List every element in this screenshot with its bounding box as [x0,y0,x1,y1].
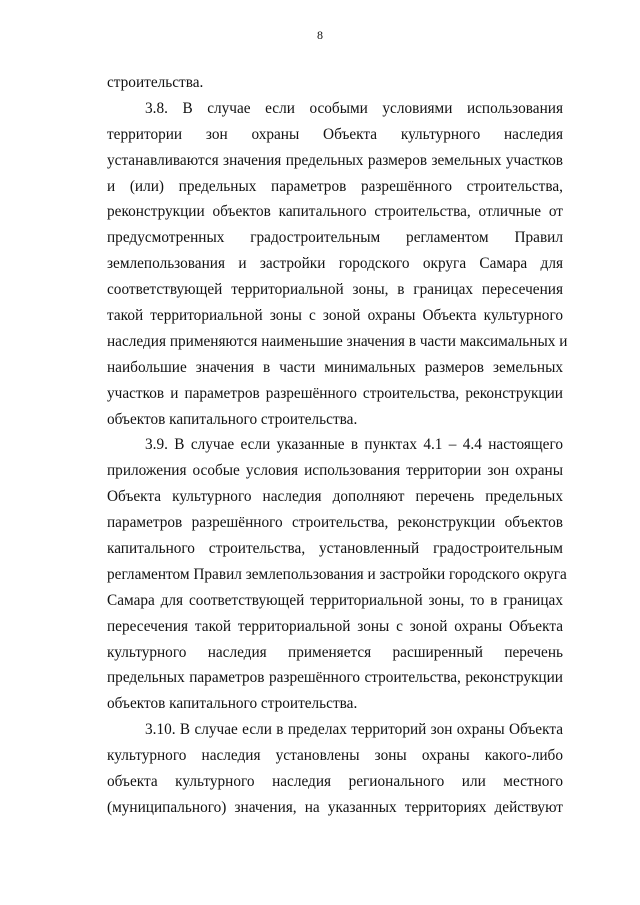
text-line: приложения особые условия использования территории зон охраны [107,462,563,480]
text-line: реконструкции объектов капитального строительства, отличные от [107,203,563,221]
page-number: 8 [317,28,323,42]
text-line: устанавливаются значения предельных размеров земельных участков [107,151,563,169]
text-line: 3.8. В случае если особыми условиями использования [145,99,563,117]
text-line: и (или) предельных параметров разрешённого строительства, [107,177,563,195]
text-line: объектов капитального строительства. [107,695,358,713]
text-line: объектов капитального строительства. [107,410,358,428]
text-line: пересечения такой территориальной зоны с зоной охраны Объекта [107,617,563,635]
text-line: наибольшие значения в части минимальных размеров земельных [107,358,563,376]
text-line: культурного наследия установлены зоны охраны какого-либо [107,747,563,765]
text-line: регламентом Правил землепользования и застройки городского округа [107,565,567,583]
text-line: капитального строительства, установленный градостроительным [107,540,563,558]
text-line: территории зон охраны Объекта культурного наследия [107,125,563,143]
text-line: культурного наследия применяется расширенный перечень [107,643,563,661]
text-line: 3.10. В случае если в пределах территорий зон охраны Объекта [145,721,563,739]
text-line: предусмотренных градостроительным регламентом Правил [107,229,563,247]
text-line: наследия применяются наименьшие значения в части максимальных и [107,332,568,350]
text-line: Самара для соответствующей территориальной зоны, то в границах [107,591,563,609]
text-line: землепользования и застройки городского округа Самара для [107,255,563,273]
text-line: строительства. [107,74,204,91]
text-line: соответствующей территориальной зоны, в границах пересечения [107,281,563,299]
text-line: такой территориальной зоны с зоной охраны Объекта культурного [107,307,563,325]
text-line: 3.9. В случае если указанные в пунктах 4.1 – 4.4 настоящего [145,436,563,454]
text-line: Объекта культурного наследия дополняют перечень предельных [107,488,563,506]
text-line: участков и параметров разрешённого строительства, реконструкции [107,384,563,402]
text-line: предельных параметров разрешённого строительства, реконструкции [107,669,563,687]
text-line: объекта культурного наследия регионального или местного [107,773,563,791]
body-text [107,70,568,821]
text-line: (муниципального) значения, на указанных территориях действуют [107,798,563,816]
text-line: параметров разрешённого строительства, реконструкции объектов [107,514,563,532]
